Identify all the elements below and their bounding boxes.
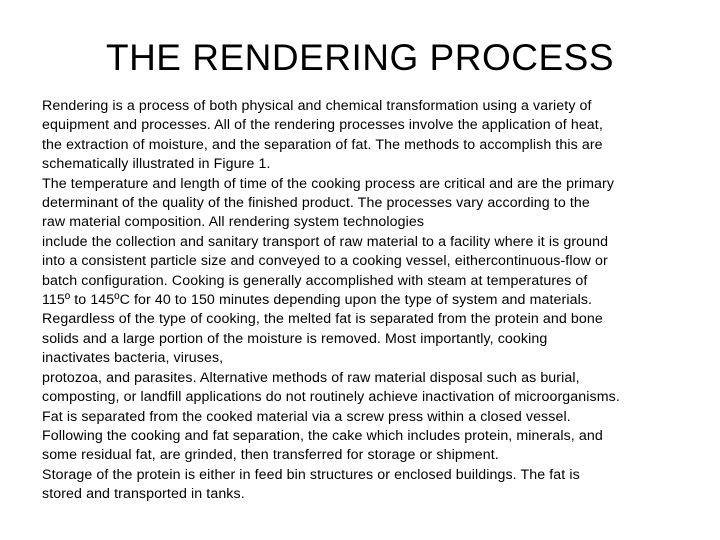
body-line: schematically illustrated in Figure 1.: [42, 156, 271, 173]
body-line: batch configuration. Cooking is generally accomplished with steam at temperatures of: [42, 272, 588, 289]
body-line: protozoa, and parasites. Alternative methods of raw material disposal such as burial,: [42, 369, 580, 386]
body-text: [42, 97, 712, 505]
body-line: composting, or landfill applications do not routinely achieve inactivation of microorganisms.: [42, 389, 620, 406]
body-line: raw material composition. All rendering system technologies: [42, 214, 425, 231]
body-line: the extraction of moisture, and the separation of fat. The methods to accomplish this are: [42, 136, 603, 153]
body-line: some residual fat, are grinded, then transferred for storage or shipment.: [42, 447, 499, 464]
body-line: into a consistent particle size and conveyed to a cooking vessel, eithercontinuous-flow or: [42, 253, 608, 270]
body-line: include the collection and sanitary transport of raw material to a facility where it is ground: [42, 233, 609, 250]
body-line: Following the cooking and fat separation, the cake which includes protein, minerals, and: [42, 427, 603, 444]
body-line: solids and a large portion of the moisture is removed. Most importantly, cooking: [42, 330, 548, 347]
body-line: Fat is separated from the cooked material via a screw press within a closed vessel.: [42, 408, 571, 425]
body-line: 115º to 145ºC for 40 to 150 minutes depending upon the type of system and materials.: [42, 292, 593, 309]
body-line: inactivates bacteria, viruses,: [42, 350, 224, 367]
body-line: equipment and processes. All of the rendering processes involve the application of heat,: [42, 117, 603, 134]
body-line: The temperature and length of time of the cooking process are critical and are the primary: [42, 175, 615, 192]
body-line: Storage of the protein is either in feed bin structures or enclosed buildings. The fat is: [42, 466, 580, 483]
body-line: determinant of the quality of the finished product. The processes vary according to the: [42, 195, 590, 212]
body-line: Regardless of the type of cooking, the melted fat is separated from the protein and bone: [42, 311, 603, 328]
body-line: stored and transported in tanks.: [42, 486, 245, 503]
slide-title: THE RENDERING PROCESS: [105, 37, 614, 78]
body-line: Rendering is a process of both physical and chemical transformation using a variety of: [42, 98, 592, 114]
